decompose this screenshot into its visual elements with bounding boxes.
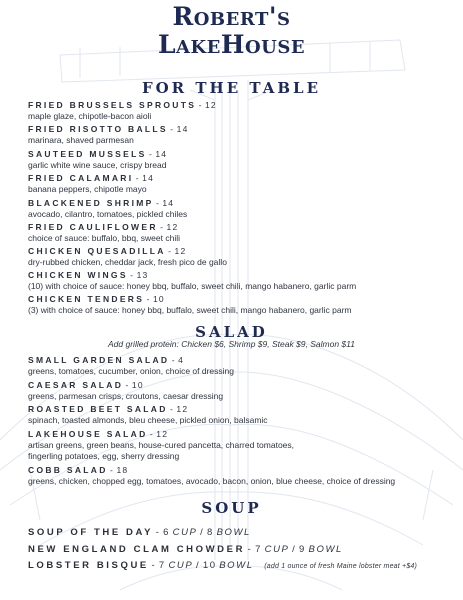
cup-price: 7 xyxy=(158,560,166,571)
price-slash: / xyxy=(200,527,205,538)
menu-item xyxy=(28,380,448,402)
item-name: LOBSTER BISQUE xyxy=(28,560,149,571)
item-price: 13 xyxy=(136,270,149,280)
menu-item xyxy=(28,173,448,195)
section-title-for-the-table: FOR THE TABLE xyxy=(141,79,322,97)
item-price: 12 xyxy=(166,222,179,232)
price-separator: - xyxy=(170,404,175,414)
soup-item xyxy=(28,544,448,556)
item-description: greens, parmesan crisps, croutons, caesar dressing xyxy=(28,391,224,401)
item-name: FRIED RISOTTO BALLS xyxy=(28,124,168,134)
item-description: garlic white wine sauce, crispy bread xyxy=(28,160,167,170)
item-name: FRIED CAULIFLOWER xyxy=(28,222,158,232)
price-separator: - xyxy=(146,294,151,304)
item-name: SAUTEED MUSSELS xyxy=(28,149,147,159)
item-name: FRIED CALAMARI xyxy=(28,173,134,183)
item-name: COBB SALAD xyxy=(28,465,108,475)
price-separator: - xyxy=(148,149,153,159)
cup-price: 7 xyxy=(255,544,262,555)
brand-name-line1: Robert's xyxy=(172,2,291,31)
item-description: marinara, shaved parmesan xyxy=(28,135,134,145)
item-price: 14 xyxy=(142,173,155,183)
item-name: CAESAR SALAD xyxy=(28,380,124,390)
item-price: 10 xyxy=(131,380,144,390)
item-description: maple glaze, chipotle-bacon aioli xyxy=(28,111,152,121)
price-slash: / xyxy=(292,544,297,555)
item-price: 12 xyxy=(176,404,189,414)
salad-protein-note: Add grilled protein: Chicken $6, Shrimp $9, Steak $9, Salmon $11 xyxy=(108,339,355,349)
cup-price: 6 xyxy=(163,527,170,538)
price-separator: - xyxy=(130,270,135,280)
price-separator: - xyxy=(149,429,154,439)
price-separator: - xyxy=(135,173,140,183)
cup-label: CUP xyxy=(172,527,198,538)
price-separator: - xyxy=(198,100,203,110)
bowl-price: 9 xyxy=(299,544,306,555)
bowl-label: BOWL xyxy=(219,560,254,571)
item-price: 14 xyxy=(176,124,189,134)
section-title-soup: SOUP xyxy=(201,499,262,517)
item-price: 14 xyxy=(162,198,175,208)
item-name: ROASTED BEET SALAD xyxy=(28,404,168,414)
item-price: 18 xyxy=(116,465,129,475)
item-description: greens, tomatoes, cucumber, onion, choice of dressing xyxy=(28,366,235,376)
menu-item xyxy=(28,270,448,292)
item-price: 12 xyxy=(156,429,169,439)
bowl-label: BOWL xyxy=(216,527,251,538)
item-description-continued: fingerling potatoes, egg, sherry dressing xyxy=(28,451,180,461)
item-description: greens, chicken, chopped egg, tomatoes, avocado, bacon, onion, blue cheese, choice of dressing xyxy=(28,476,396,486)
price-separator: - xyxy=(155,527,161,538)
price-separator: - xyxy=(151,560,157,571)
soup-item xyxy=(28,527,448,539)
item-name: SOUP OF THE DAY xyxy=(28,527,154,538)
item-name: CHICKEN QUESADILLA xyxy=(28,246,166,256)
cup-label: CUP xyxy=(264,544,290,555)
bowl-price: 8 xyxy=(207,527,214,538)
price-separator: - xyxy=(110,465,115,475)
soup-item xyxy=(28,560,448,573)
menu-item xyxy=(28,404,448,426)
item-name: FRIED BRUSSELS SPROUTS xyxy=(28,100,197,110)
item-description: (10) with choice of sauce: honey bbq, buffalo, sweet chili, mango habanero, garlic parm xyxy=(28,281,357,291)
menu-item xyxy=(28,465,448,487)
menu-item xyxy=(28,198,448,220)
item-description: (3) with choice of sauce: honey bbq, buffalo, sweet chili, mango habanero, garlic parm xyxy=(28,305,352,315)
item-price: 12 xyxy=(204,100,217,110)
item-name: CHICKEN TENDERS xyxy=(28,294,145,304)
bowl-label: BOWL xyxy=(308,544,343,555)
menu-item xyxy=(28,246,448,268)
brand-name-line2: LakeHouse xyxy=(157,30,306,59)
item-price: 14 xyxy=(155,149,168,159)
price-separator: - xyxy=(125,380,130,390)
item-description: choice of sauce: buffalo, bbq, sweet chili xyxy=(28,233,180,243)
item-description: avocado, cilantro, tomatoes, pickled chiles xyxy=(28,209,188,219)
price-separator: - xyxy=(170,124,175,134)
menu-item xyxy=(28,149,448,171)
price-slash: / xyxy=(195,560,201,571)
item-description: dry-rubbed chicken, cheddar jack, fresh pico de gallo xyxy=(28,257,227,267)
menu-item xyxy=(28,429,448,462)
menu-item xyxy=(28,294,448,316)
cup-label: CUP xyxy=(168,560,194,571)
price-separator: - xyxy=(168,246,173,256)
menu-item xyxy=(28,100,448,122)
lobster-addon-note: (add 1 ounce of fresh Maine lobster meat +$4) xyxy=(264,563,418,570)
menu-item xyxy=(28,355,448,377)
menu-item xyxy=(28,222,448,244)
item-description: spinach, toasted almonds, bleu cheese, pickled onion, balsamic xyxy=(28,415,268,425)
item-name: SMALL GARDEN SALAD xyxy=(28,355,170,365)
bowl-price: 10 xyxy=(202,560,217,571)
item-description: artisan greens, green beans, house-cured pancetta, charred tomatoes, xyxy=(28,440,295,450)
item-price: 10 xyxy=(152,294,165,304)
item-name: LAKEHOUSE SALAD xyxy=(28,429,148,439)
item-price: 4 xyxy=(178,355,185,365)
item-description: banana peppers, chipotle mayo xyxy=(28,184,147,194)
menu-item xyxy=(28,124,448,146)
price-separator: - xyxy=(247,544,253,555)
item-name: CHICKEN WINGS xyxy=(28,270,128,280)
price-separator: - xyxy=(160,222,165,232)
price-separator: - xyxy=(171,355,176,365)
item-name: BLACKENED SHRIMP xyxy=(28,198,154,208)
price-separator: - xyxy=(155,198,160,208)
item-name: NEW ENGLAND CLAM CHOWDER xyxy=(28,544,246,555)
item-price: 12 xyxy=(174,246,187,256)
section-title-salad: SALAD xyxy=(195,323,268,341)
